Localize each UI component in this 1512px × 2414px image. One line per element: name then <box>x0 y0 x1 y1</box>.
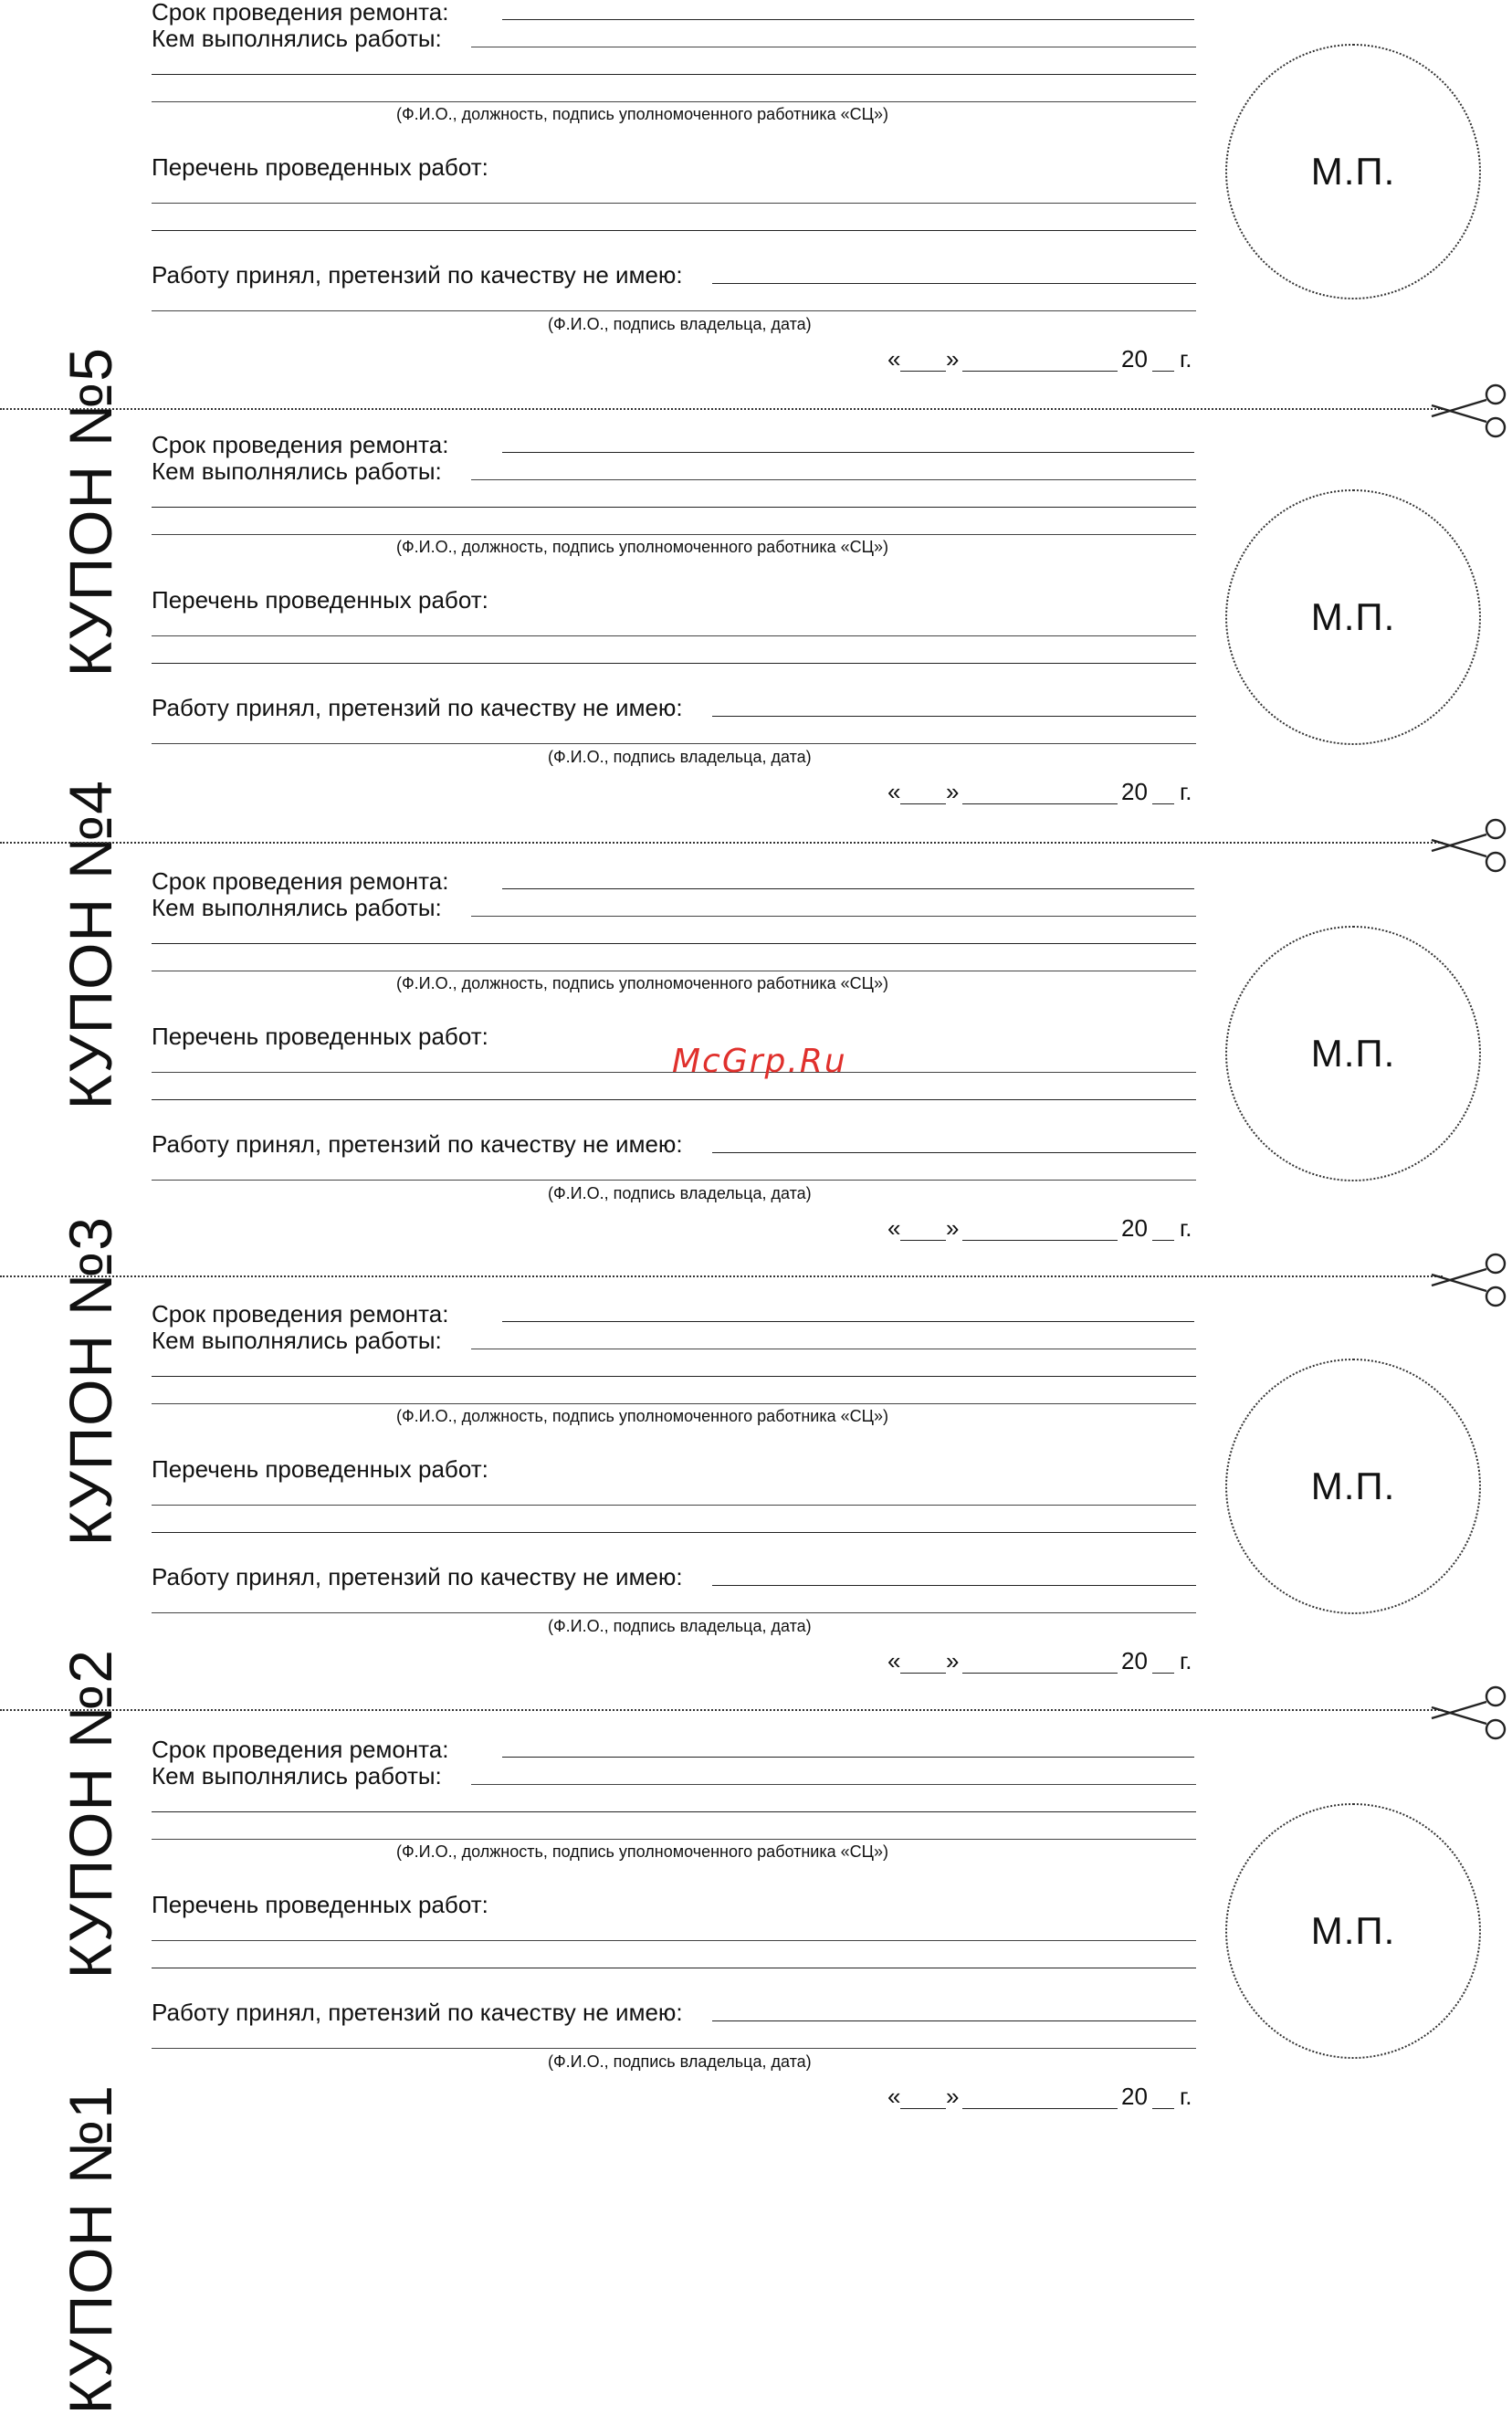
repair-date-field[interactable] <box>502 1321 1194 1322</box>
stamp-label: М.П. <box>1310 1032 1396 1075</box>
works-list-line-1[interactable] <box>152 635 1196 636</box>
cut-line <box>0 1275 1443 1277</box>
date-month-field[interactable] <box>962 1240 1118 1241</box>
owner-signature-line[interactable] <box>152 1180 1196 1181</box>
date-day-field[interactable] <box>900 371 946 372</box>
stamp-label: М.П. <box>1310 1464 1396 1507</box>
accepted-field[interactable] <box>712 2020 1196 2021</box>
accepted-field[interactable] <box>712 283 1196 284</box>
scissors-icon-graphic <box>1430 813 1512 878</box>
works-list-line-1[interactable] <box>152 1940 1196 1941</box>
performed-by-field[interactable] <box>471 916 1196 917</box>
scissors-icon-graphic <box>1430 1247 1512 1313</box>
accepted-field[interactable] <box>712 716 1196 717</box>
date-close-quote: » <box>946 1647 960 1674</box>
performed-by-line-3[interactable] <box>152 1403 1196 1404</box>
scissors-icon <box>1430 1247 1512 1313</box>
date-year-field[interactable] <box>1152 803 1174 804</box>
coupon-title-text: КУПОН №4 <box>57 780 124 1110</box>
date-open-quote: « <box>887 778 901 805</box>
stamp-circle <box>1225 1803 1481 2059</box>
date-close-quote: » <box>946 1214 960 1242</box>
works-list-label: Перечень проведенных работ: <box>152 586 488 614</box>
worker-caption: (Ф.И.О., должность, подпись уполномоченного работника «СЦ») <box>396 105 888 123</box>
scissors-icon <box>1430 813 1512 878</box>
worker-caption: (Ф.И.О., должность, подпись уполномоченного работника «СЦ») <box>396 1407 888 1425</box>
stamp-label: М.П. <box>1310 1909 1396 1952</box>
repair-date-field[interactable] <box>502 452 1194 453</box>
repair-date-label: Срок проведения ремонта: <box>152 431 449 458</box>
works-list-line-1[interactable] <box>152 203 1196 204</box>
date-suffix: г. <box>1180 778 1192 805</box>
works-list-label: Перечень проведенных работ: <box>152 1455 488 1483</box>
scissors-icon <box>1430 1680 1512 1746</box>
performed-by-label: Кем выполнялись работы: <box>152 1327 442 1354</box>
date-year-field[interactable] <box>1152 1240 1174 1241</box>
date-year-prefix: 20 <box>1121 1647 1148 1674</box>
date-day-field[interactable] <box>900 2108 946 2109</box>
date-year-prefix: 20 <box>1121 2083 1148 2110</box>
date-year-field[interactable] <box>1152 371 1174 372</box>
accepted-label: Работу принял, претензий по качеству не имею: <box>152 1563 683 1590</box>
date-month-field[interactable] <box>962 371 1118 372</box>
performed-by-label: Кем выполнялись работы: <box>152 25 442 52</box>
stamp-circle <box>1225 44 1481 299</box>
date-day-field[interactable] <box>900 1673 946 1674</box>
works-list-line-2[interactable] <box>152 1532 1196 1533</box>
stamp-circle <box>1225 926 1481 1181</box>
performed-by-label: Кем выполнялись работы: <box>152 1762 442 1790</box>
date-close-quote: » <box>946 345 960 373</box>
date-open-quote: « <box>887 2083 901 2110</box>
performed-by-line-2[interactable] <box>152 74 1196 75</box>
owner-signature-line[interactable] <box>152 743 1196 744</box>
coupon <box>0 1727 1512 2414</box>
date-open-quote: « <box>887 345 901 373</box>
cut-line <box>0 842 1443 844</box>
owner-caption: (Ф.И.О., подпись владельца, дата) <box>548 748 812 766</box>
date-close-quote: » <box>946 2083 960 2110</box>
owner-signature-line[interactable] <box>152 1612 1196 1613</box>
date-open-quote: « <box>887 1214 901 1242</box>
accepted-label: Работу принял, претензий по качеству не имею: <box>152 261 683 289</box>
works-list-label: Перечень проведенных работ: <box>152 1023 488 1050</box>
date-year-field[interactable] <box>1152 2108 1174 2109</box>
repair-date-field[interactable] <box>502 19 1194 20</box>
date-open-quote: « <box>887 1647 901 1674</box>
performed-by-field[interactable] <box>471 479 1196 480</box>
stamp-label: М.П. <box>1310 595 1396 638</box>
performed-by-line-3[interactable] <box>152 101 1196 102</box>
performed-by-field[interactable] <box>471 1784 1196 1785</box>
date-month-field[interactable] <box>962 2108 1118 2109</box>
scissors-icon-graphic <box>1430 378 1512 444</box>
coupon-title-text: КУПОН №3 <box>57 1216 124 1547</box>
date-month-field[interactable] <box>962 1673 1118 1674</box>
works-list-line-2[interactable] <box>152 230 1196 231</box>
date-month-field[interactable] <box>962 803 1118 804</box>
date-day-field[interactable] <box>900 803 946 804</box>
scissors-icon <box>1430 378 1512 444</box>
accepted-label: Работу принял, претензий по качеству не имею: <box>152 694 683 721</box>
accepted-field[interactable] <box>712 1585 1196 1586</box>
stamp-label: М.П. <box>1310 150 1396 193</box>
owner-signature-line[interactable] <box>152 310 1196 311</box>
performed-by-line-2[interactable] <box>152 943 1196 944</box>
works-list-line-2[interactable] <box>152 663 1196 664</box>
date-suffix: г. <box>1180 345 1192 373</box>
works-list-label: Перечень проведенных работ: <box>152 1891 488 1918</box>
performed-by-line-2[interactable] <box>152 507 1196 508</box>
repair-date-field[interactable] <box>502 888 1194 889</box>
performed-by-line-3[interactable] <box>152 534 1196 535</box>
scissors-icon-graphic <box>1430 1680 1512 1746</box>
cut-line <box>0 1709 1443 1711</box>
stamp-circle <box>1225 1359 1481 1614</box>
worker-caption: (Ф.И.О., должность, подпись уполномоченного работника «СЦ») <box>396 1842 888 1861</box>
works-list-label: Перечень проведенных работ: <box>152 153 488 181</box>
date-year-prefix: 20 <box>1121 778 1148 805</box>
repair-date-label: Срок проведения ремонта: <box>152 1300 449 1328</box>
date-suffix: г. <box>1180 1647 1192 1674</box>
date-year-prefix: 20 <box>1121 1214 1148 1242</box>
performed-by-line-3[interactable] <box>152 1839 1196 1840</box>
owner-caption: (Ф.И.О., подпись владельца, дата) <box>548 315 812 333</box>
coupon-title-text: КУПОН №1 <box>57 2084 124 2414</box>
coupon-title-text: КУПОН №5 <box>57 347 124 677</box>
worker-caption: (Ф.И.О., должность, подпись уполномоченного работника «СЦ») <box>396 974 888 992</box>
watermark: McGrp.Ru <box>672 1043 847 1080</box>
date-day-field[interactable] <box>900 1240 946 1241</box>
accepted-field[interactable] <box>712 1152 1196 1153</box>
coupon <box>0 1291 1512 1979</box>
stamp-circle <box>1225 489 1481 745</box>
repair-date-field[interactable] <box>502 1757 1194 1758</box>
coupon <box>0 0 1512 677</box>
date-suffix: г. <box>1180 1214 1192 1242</box>
date-year-field[interactable] <box>1152 1673 1174 1674</box>
repair-date-label: Срок проведения ремонта: <box>152 1736 449 1763</box>
owner-caption: (Ф.И.О., подпись владельца, дата) <box>548 1617 812 1635</box>
performed-by-label: Кем выполнялись работы: <box>152 894 442 921</box>
works-list-line-1[interactable] <box>152 1505 1196 1506</box>
date-year-prefix: 20 <box>1121 345 1148 373</box>
performed-by-line-2[interactable] <box>152 1811 1196 1812</box>
accepted-label: Работу принял, претензий по качеству не имею: <box>152 1130 683 1158</box>
works-list-line-2[interactable] <box>152 1099 1196 1100</box>
performed-by-line-2[interactable] <box>152 1376 1196 1377</box>
accepted-label: Работу принял, претензий по качеству не имею: <box>152 1999 683 2026</box>
worker-caption: (Ф.И.О., должность, подпись уполномоченного работника «СЦ») <box>396 538 888 556</box>
owner-signature-line[interactable] <box>152 2048 1196 2049</box>
coupon-title-text: КУПОН №2 <box>57 1649 124 1979</box>
performed-by-label: Кем выполнялись работы: <box>152 457 442 485</box>
cut-line <box>0 408 1443 410</box>
date-suffix: г. <box>1180 2083 1192 2110</box>
repair-date-label: Срок проведения ремонта: <box>152 0 449 26</box>
repair-date-label: Срок проведения ремонта: <box>152 867 449 895</box>
owner-caption: (Ф.И.О., подпись владельца, дата) <box>548 2052 812 2071</box>
owner-caption: (Ф.И.О., подпись владельца, дата) <box>548 1184 812 1202</box>
date-close-quote: » <box>946 778 960 805</box>
